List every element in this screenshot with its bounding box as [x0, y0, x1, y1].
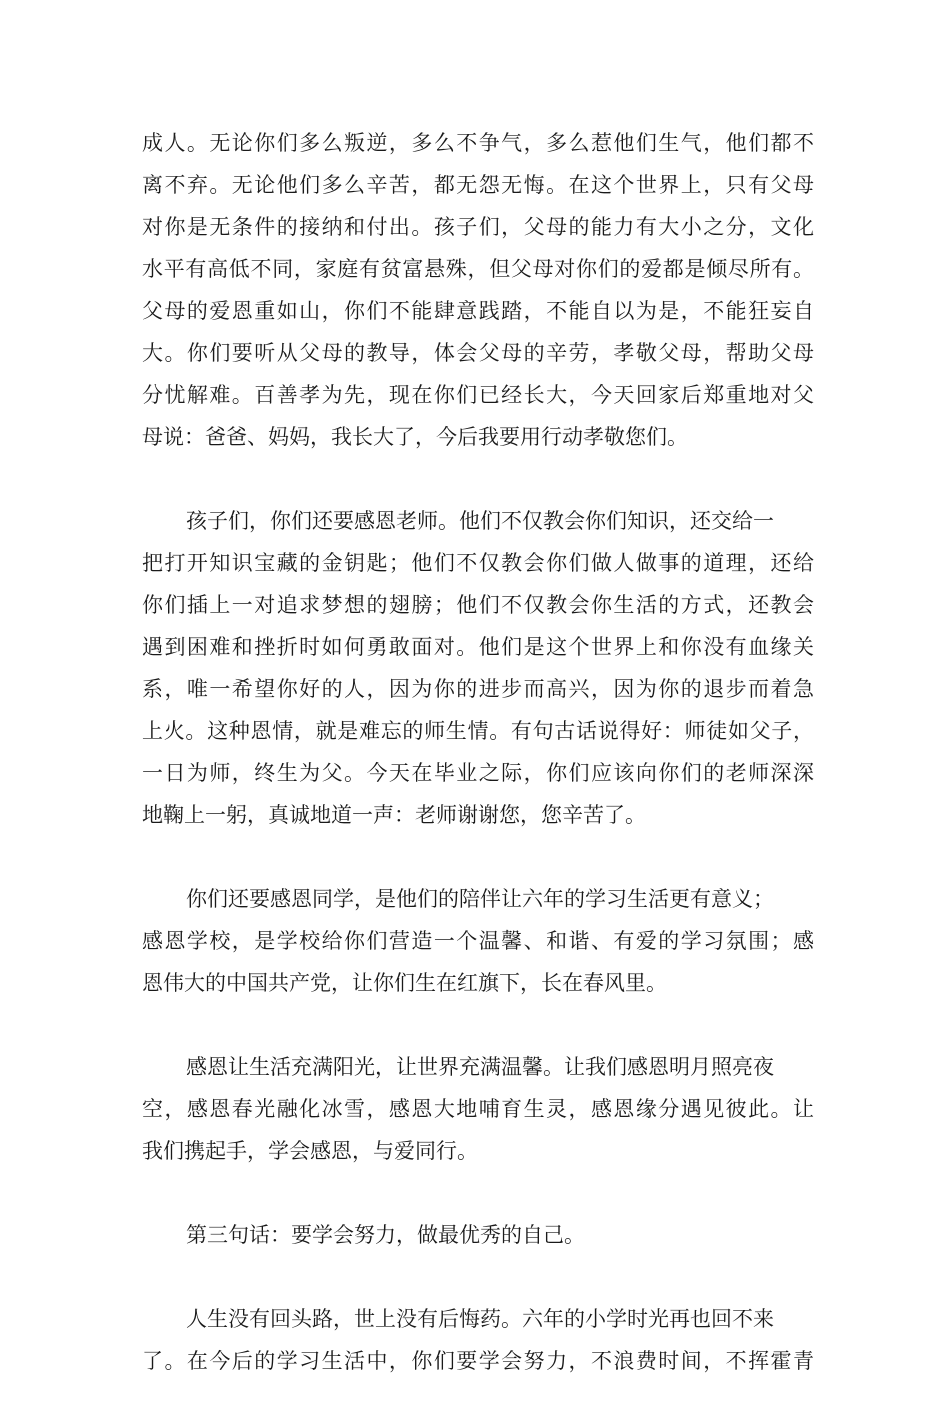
text-line: 对你是无条件的接纳和付出。孩子们，父母的能力有大小之分，文化	[142, 215, 814, 239]
text-line: 了。在今后的学习生活中，你们要学会努力，不浪费时间，不挥霍青	[142, 1349, 814, 1373]
text-line: 大。你们要听从父母的教导，体会父母的辛劳，孝敬父母，帮助父母	[142, 341, 814, 365]
text-line: 一日为师，终生为父。今天在毕业之际，你们应该向你们的老师深深	[142, 761, 814, 785]
paragraph-third-point	[142, 1214, 814, 1256]
document-body	[142, 122, 814, 1424]
text-line: 把打开知识宝藏的金钥匙；他们不仅教会你们做人做事的道理，还给	[142, 551, 814, 575]
text-line: 感恩学校，是学校给你们营造一个温馨、和谐、有爱的学习氛围；感	[142, 929, 814, 953]
text-line: 你们还要感恩同学，是他们的陪伴让六年的学习生活更有意义；	[186, 887, 774, 911]
paragraph-teachers	[142, 500, 814, 836]
text-line: 感恩让生活充满阳光，让世界充满温馨。让我们感恩明月照亮夜	[186, 1055, 774, 1079]
text-line: 母说：爸爸、妈妈，我长大了，今后我要用行动孝敬您们。	[142, 425, 688, 449]
text-line: 你们插上一对追求梦想的翅膀；他们不仅教会你生活的方式，还教会	[142, 593, 814, 617]
text-line: 离不弃。无论他们多么辛苦，都无怨无悔。在这个世界上，只有父母	[142, 173, 814, 197]
text-line: 水平有高低不同，家庭有贫富悬殊，但父母对你们的爱都是倾尽所有。	[142, 257, 814, 281]
paragraph-classmates	[142, 878, 814, 1004]
text-line: 遇到困难和挫折时如何勇敢面对。他们是这个世界上和你没有血缘关	[142, 635, 814, 659]
text-line: 孩子们，你们还要感恩老师。他们不仅教会你们知识，还交给一	[186, 509, 774, 533]
paragraph-gratitude	[142, 1046, 814, 1172]
text-line: 人生没有回头路，世上没有后悔药。六年的小学时光再也回不来	[186, 1307, 774, 1331]
text-line: 成人。无论你们多么叛逆，多么不争气，多么惹他们生气，他们都不	[142, 131, 814, 155]
text-line: 上火。这种恩情，就是难忘的师生情。有句古话说得好：师徒如父子，	[142, 719, 814, 743]
text-line: 我们携起手，学会感恩，与爱同行。	[142, 1139, 478, 1163]
section-heading: 第三句话：要学会努力，做最优秀的自己。	[186, 1223, 585, 1247]
text-line: 分忧解难。百善孝为先，现在你们已经长大，今天回家后郑重地对父	[142, 383, 814, 407]
text-line: 恩伟大的中国共产党，让你们生在红旗下，长在春风里。	[142, 971, 667, 995]
paragraph-parents	[142, 122, 814, 458]
text-line: 地鞠上一躬，真诚地道一声：老师谢谢您，您辛苦了。	[142, 803, 646, 827]
text-line: 系，唯一希望你好的人，因为你的进步而高兴，因为你的退步而着急	[142, 677, 814, 701]
text-line: 父母的爱恩重如山，你们不能肆意践踏，不能自以为是，不能狂妄自	[142, 299, 814, 323]
paragraph-effort	[142, 1298, 814, 1382]
text-line: 空，感恩春光融化冰雪，感恩大地哺育生灵，感恩缘分遇见彼此。让	[142, 1097, 814, 1121]
